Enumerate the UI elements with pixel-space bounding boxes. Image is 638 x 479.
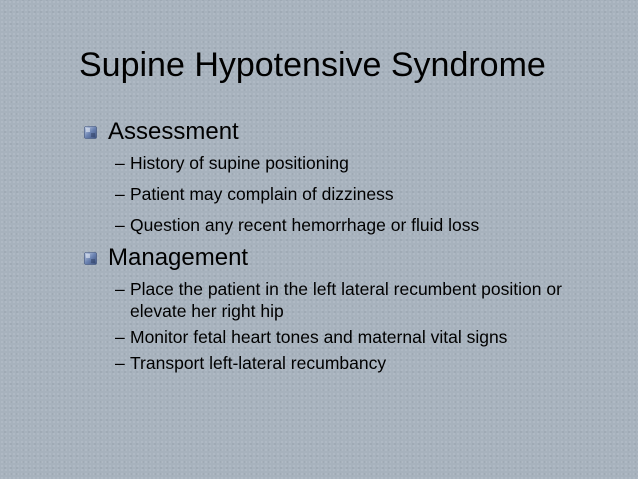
section-heading-label: Management — [108, 244, 249, 271]
dash-marker: – — [115, 279, 125, 299]
section-heading-assessment — [84, 116, 604, 148]
list-item — [84, 214, 604, 236]
section-heading-label: Assessment — [108, 118, 239, 145]
subitem-list — [84, 278, 604, 374]
slide-title: Supine Hypotensive Syndrome — [79, 46, 546, 84]
list-item-text: History of supine positioning — [130, 153, 349, 173]
dash-marker: – — [115, 353, 125, 373]
textured-square-bullet-icon — [84, 126, 97, 139]
section-heading-management — [84, 242, 604, 274]
list-item-text: Place the patient in the left lateral recumbent position or elevate her right hip — [130, 279, 562, 321]
subitem-list-wrapper — [84, 152, 604, 236]
textured-square-bullet-icon — [84, 252, 97, 265]
list-item-text: Monitor fetal heart tones and maternal vital signs — [130, 327, 508, 347]
list-item — [84, 183, 604, 205]
list-item — [84, 326, 604, 348]
list-item — [84, 352, 604, 374]
list-item — [84, 278, 604, 322]
section-assessment — [84, 116, 604, 245]
list-item — [84, 152, 604, 174]
dash-marker: – — [115, 215, 125, 235]
list-item-text: Question any recent hemorrhage or fluid loss — [130, 215, 480, 235]
dash-marker: – — [115, 184, 125, 204]
section-management — [84, 242, 604, 383]
dash-marker: – — [115, 327, 125, 347]
dash-marker: – — [115, 153, 125, 173]
list-item-text: Patient may complain of dizziness — [130, 184, 394, 204]
list-item-text: Transport left-lateral recumbancy — [130, 353, 387, 373]
subitem-list — [84, 152, 604, 236]
subitem-list-wrapper — [84, 278, 604, 374]
